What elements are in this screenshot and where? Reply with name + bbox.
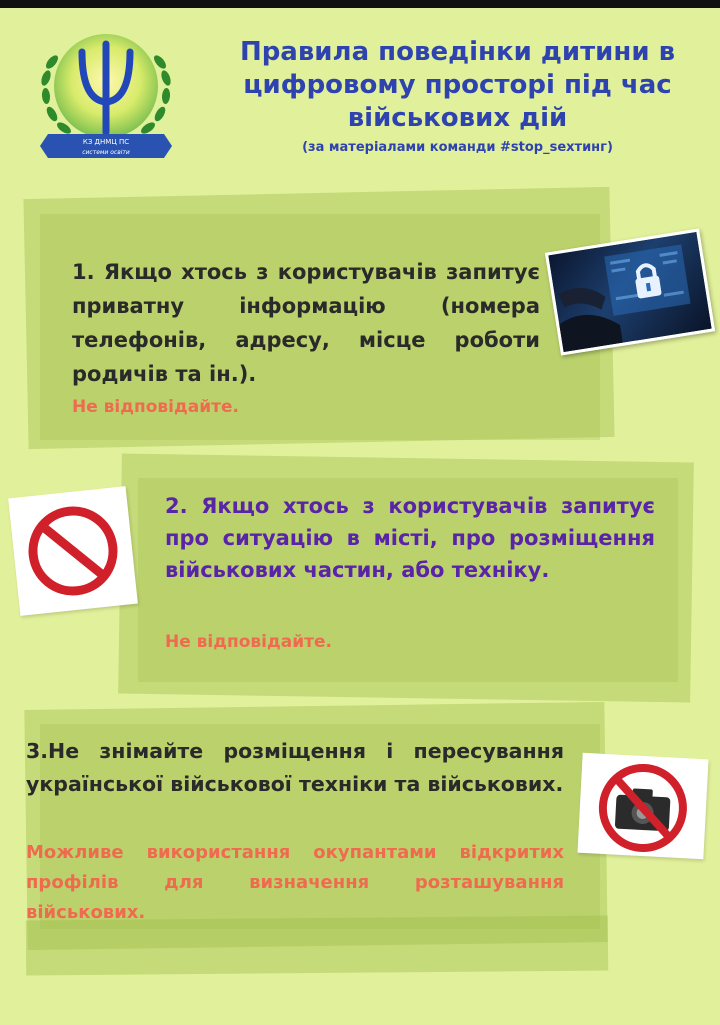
rule-2-warning: Не відповідайте. bbox=[165, 632, 332, 652]
organization-logo bbox=[22, 22, 192, 172]
page-title bbox=[200, 36, 715, 135]
logo-ribbon-line2: системи освіти bbox=[82, 149, 130, 156]
rule-1-text: 1. Якщо хтось з користувачів запитує приватну інформацію (номера телефонів, адресу, місце роботи родичів та ін.). bbox=[72, 260, 540, 386]
no-camera-icon bbox=[577, 753, 708, 859]
no-camera-sign bbox=[577, 753, 708, 859]
title-line-3: військових дій bbox=[347, 103, 568, 133]
prohibited-sign-icon bbox=[8, 486, 138, 616]
logo-ribbon-line1: КЗ ДНМЦ ПС bbox=[82, 138, 130, 146]
padlock-icon bbox=[548, 232, 711, 352]
prohibited-sign bbox=[8, 486, 138, 616]
top-border bbox=[0, 0, 720, 8]
rule-3-warning: Можливе використання окупантами відкритих профілів для визначення розташування військових. bbox=[26, 842, 564, 923]
page-subtitle: (за матеріалами команди #stop_sexтинг) bbox=[302, 140, 613, 155]
rule-2-text: 2. Якщо хтось з користувачів запитує про ситуацію в місті, про розміщення військових частин, або техніку. bbox=[165, 494, 655, 582]
rule-1-warning: Не відповідайте. bbox=[72, 397, 239, 417]
title-line-2: цифровому просторі під час bbox=[243, 70, 672, 100]
rule-3-text: 3.Не знімайте розміщення і пересування української військової техніки та військових. bbox=[26, 739, 564, 796]
psi-emblem-icon bbox=[22, 22, 192, 172]
title-line-1: Правила поведінки дитини в bbox=[239, 37, 676, 67]
